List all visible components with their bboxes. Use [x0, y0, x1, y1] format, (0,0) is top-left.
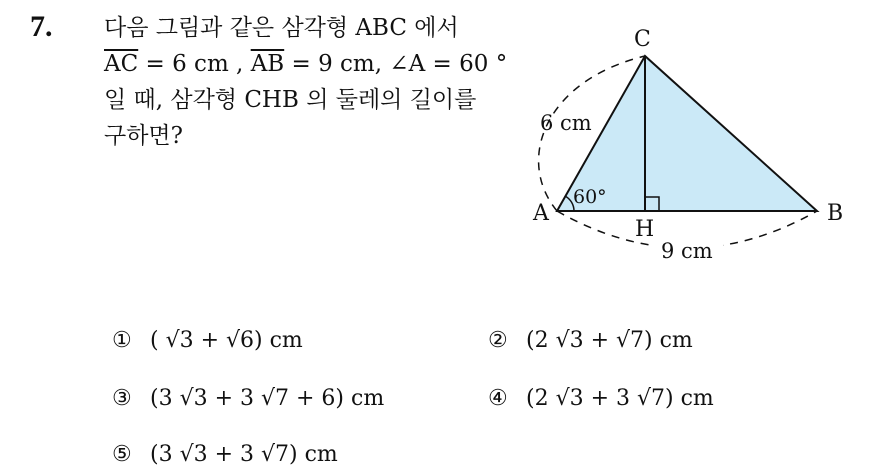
- segment-ac: $\overline{AC}$: [104, 51, 139, 77]
- choice-3-mark: ③: [112, 386, 132, 411]
- choice-5-text: (3 √3 + 3 √7) cm: [150, 442, 338, 467]
- question-stem: [104, 10, 514, 154]
- choice-2-mark: ②: [488, 328, 508, 353]
- choice-5-mark: ⑤: [112, 442, 132, 467]
- choice-4[interactable]: [488, 386, 714, 411]
- choice-1[interactable]: [112, 328, 303, 353]
- side-ac-label: 6 cm: [540, 111, 592, 135]
- choice-1-mark: ①: [112, 328, 132, 353]
- vertex-c-label: C: [634, 27, 651, 52]
- stem-line-3: 일 때, 삼각형 CHB 의 둘레의 길이를: [104, 87, 477, 113]
- segment-ab: $\overline{AB}$: [250, 51, 285, 77]
- choice-2[interactable]: [488, 328, 693, 353]
- choice-3[interactable]: [112, 386, 384, 411]
- segment-ab-value: = 9 cm, ∠A = 60 °: [284, 51, 508, 77]
- vertex-a-label: A: [533, 201, 549, 226]
- side-ab-label: 9 cm: [661, 239, 713, 263]
- segment-ac-value: = 6 cm ,: [138, 51, 251, 77]
- choice-3-text: (3 √3 + 3 √7 + 6) cm: [150, 386, 385, 411]
- choice-4-text: (2 √3 + 3 √7) cm: [526, 386, 714, 411]
- triangle-figure: [515, 20, 855, 270]
- stem-line-1: 다음 그림과 같은 삼각형 ABC 에서: [104, 15, 459, 41]
- question-number: 7.: [30, 10, 53, 43]
- foot-h-label: H: [635, 217, 655, 242]
- stem-line-2: [104, 46, 514, 82]
- vertex-b-label: B: [827, 201, 844, 226]
- choice-2-text: (2 √3 + √7) cm: [526, 328, 693, 353]
- angle-label: 60°: [573, 186, 607, 208]
- choice-5[interactable]: [112, 442, 338, 467]
- stem-line-4: 구하면?: [104, 123, 183, 149]
- choice-4-mark: ④: [488, 386, 508, 411]
- choice-1-text: ( √3 + √6) cm: [150, 328, 303, 353]
